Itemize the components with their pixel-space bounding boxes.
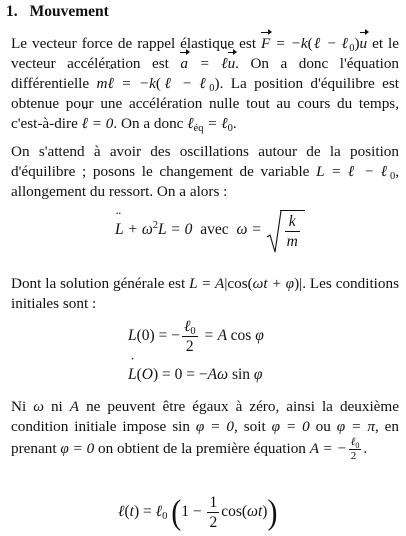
section-number: 1. [6, 3, 18, 20]
math-equilibrium: ℓ$_{éq}$ = ℓ$_0$ [187, 115, 233, 134]
math-amplitude: A = − $\frac{\ell_0}{2}$ [309, 436, 360, 462]
math-force-vector: F = −k(ℓ − ℓ$_0$)u [261, 35, 368, 54]
paragraph-force: Le vecteur force de rappel élastique est F = −k(ℓ − ℓ$_0$)u et le vecteur accélération est a = ¨ ℓu. On a donc l'équation différentielle m¨ ℓ = −k(ℓ − ℓ$_0$). La position d'équilibre est obtenue pour une accélération nulle tout au cours du temps, c'est-à-dire ¨ ℓ = 0. On a donc ℓ$_{éq}$ = ℓ$_0$. [11, 34, 399, 134]
equation-initial-position: L(0) = − $\frac{\ell_0}{2}$ = A cos φ [128, 318, 264, 355]
paragraph-general-solution: Dont la solution générale est L = A|cos(ωt + φ)|. Les conditions initiales sont : [11, 275, 399, 312]
math-omega-definition: ω = $\frac{k}{m}$ [236, 221, 304, 238]
paragraph-variable-change: On s'attend à avoir des oscillations autour de la position d'équilibre ; posons le changement de variable L = ℓ − ℓ$_0$, allongement du ressort. On a alors : [11, 143, 399, 200]
sqrt-symbol: $\frac{k}{m}$ [266, 210, 305, 250]
section-heading [6, 3, 109, 21]
equation-connector: avec [200, 220, 229, 238]
section-title: Mouvement [29, 3, 109, 20]
equation-oscillator [115, 210, 305, 250]
equation-final-solution: ℓ(t) = ℓ$_0$ (1 − $\frac{1}{2}$ cos(ωt)) [118, 492, 278, 531]
math-variable-change: L = ℓ − ℓ$_0$ [316, 163, 396, 182]
math-diff-equation: m¨ ℓ = −k(ℓ − ℓ$_0$) [97, 75, 220, 92]
equation-initial-velocity: ˙ L(O) = 0 = −Aω sin φ [128, 366, 262, 384]
math-acceleration-vector: a = ¨ ℓu [180, 55, 235, 72]
math-oscillator-equation: ¨ $L + \omega^2L = 0$ [115, 221, 192, 238]
math-general-solution: L = A|cos(ωt + φ)| [189, 275, 303, 292]
paragraph-conclusion: Ni ω ni A ne peuvent être égaux à zéro, ainsi la deuxième condition initiale impose sin φ = 0, soit φ = 0 ou φ = π, en prenant φ = 0 on obtient de la première équation A = − $\frac{\ell_0}{2}$ . [11, 398, 400, 462]
math-zero-acceleration: ¨ ℓ = 0 [82, 115, 114, 132]
